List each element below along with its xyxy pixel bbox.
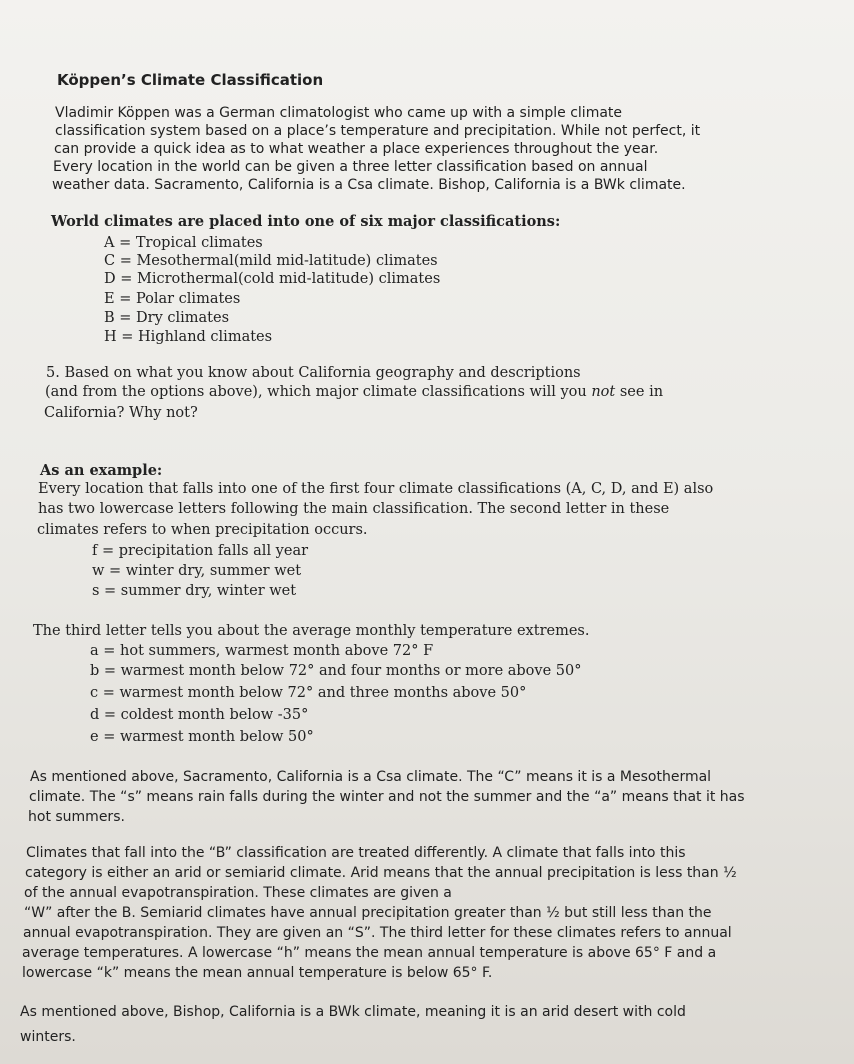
- paragraph-line: of the annual evapotranspiration. These climates are given a: [24, 885, 452, 901]
- list-item: D = Microthermal(cold mid-latitude) climates: [104, 271, 441, 287]
- paragraph-line: average temperatures. A lowercase “h” means the mean annual temperature is above 65° F and a: [22, 945, 717, 961]
- list-item: b = warmest month below 72° and four months or more above 50°: [90, 663, 582, 679]
- third-heading: The third letter tells you about the average monthly temperature extremes.: [33, 623, 590, 639]
- list-item: B = Dry climates: [104, 310, 230, 326]
- paragraph-line: category is either an arid or semiarid climate. Arid means that the annual precipitation is less than ½: [25, 865, 737, 881]
- list-item: a = hot summers, warmest month above 72° F: [90, 643, 434, 659]
- example-line: climates refers to when precipitation occurs.: [37, 522, 368, 538]
- paragraph-line: As mentioned above, Sacramento, California is a Csa climate. The “C” means it is a Mesothermal: [30, 769, 712, 785]
- example-line: Every location that falls into one of the first four climate classifications (A, C, D, and E) also: [38, 481, 714, 497]
- question-text: (and from the options above), which major climate classifications will you: [45, 384, 592, 400]
- list-item: A = Tropical climates: [104, 235, 263, 251]
- question-line: [45, 383, 663, 401]
- question-line: California? Why not?: [44, 405, 198, 421]
- list-item: H = Highland climates: [104, 329, 273, 345]
- paragraph-line: Climates that fall into the “B” classification are treated differently. A climate that falls into this: [26, 845, 686, 861]
- paragraph-line: As mentioned above, Bishop, California is a BWk climate, meaning it is an arid desert with cold: [20, 1004, 686, 1020]
- list-item: c = warmest month below 72° and three months above 50°: [90, 685, 527, 701]
- question-line: 5. Based on what you know about California geography and descriptions: [46, 365, 581, 381]
- paragraph-line: “W” after the B. Semiarid climates have annual precipitation greater than ½ but still less than the: [24, 905, 712, 921]
- list-item: s = summer dry, winter wet: [92, 583, 297, 599]
- paragraph-line: climate. The “s” means rain falls during the winter and not the summer and the “a” means that it has: [29, 789, 745, 805]
- question-emphasis: not: [591, 384, 616, 400]
- intro-line: weather data. Sacramento, California is a Csa climate. Bishop, California is a BWk climate.: [52, 177, 686, 193]
- list-item: f = precipitation falls all year: [92, 543, 309, 559]
- page-title: Köppen’s Climate Classification: [57, 71, 324, 89]
- paragraph-line: lowercase “k” means the mean annual temperature is below 65° F.: [22, 965, 493, 981]
- intro-line: Every location in the world can be given a three letter classification based on annual: [53, 159, 648, 175]
- intro-line: can provide a quick idea as to what weather a place experiences throughout the year.: [54, 141, 659, 157]
- list-item: C = Mesothermal(mild mid-latitude) climates: [104, 253, 438, 269]
- example-line: has two lowercase letters following the main classification. The second letter in these: [38, 501, 670, 517]
- major-heading: World climates are placed into one of six major classifications:: [51, 213, 561, 230]
- intro-line: Vladimir Köppen was a German climatologist who came up with a simple climate: [55, 105, 623, 121]
- list-item: E = Polar climates: [104, 291, 241, 307]
- list-item: e = warmest month below 50°: [90, 729, 314, 745]
- question-text: see in: [615, 384, 664, 400]
- intro-line: classification system based on a place’s temperature and precipitation. While not perfect, it: [55, 123, 701, 139]
- example-heading: As an example:: [40, 462, 163, 479]
- list-item: w = winter dry, summer wet: [92, 563, 302, 579]
- paragraph-line: annual evapotranspiration. They are given an “S”. The third letter for these climates refers to annual: [23, 925, 732, 941]
- list-item: d = coldest month below -35°: [90, 707, 309, 723]
- paragraph-line: winters.: [20, 1029, 76, 1045]
- paragraph-line: hot summers.: [28, 809, 125, 825]
